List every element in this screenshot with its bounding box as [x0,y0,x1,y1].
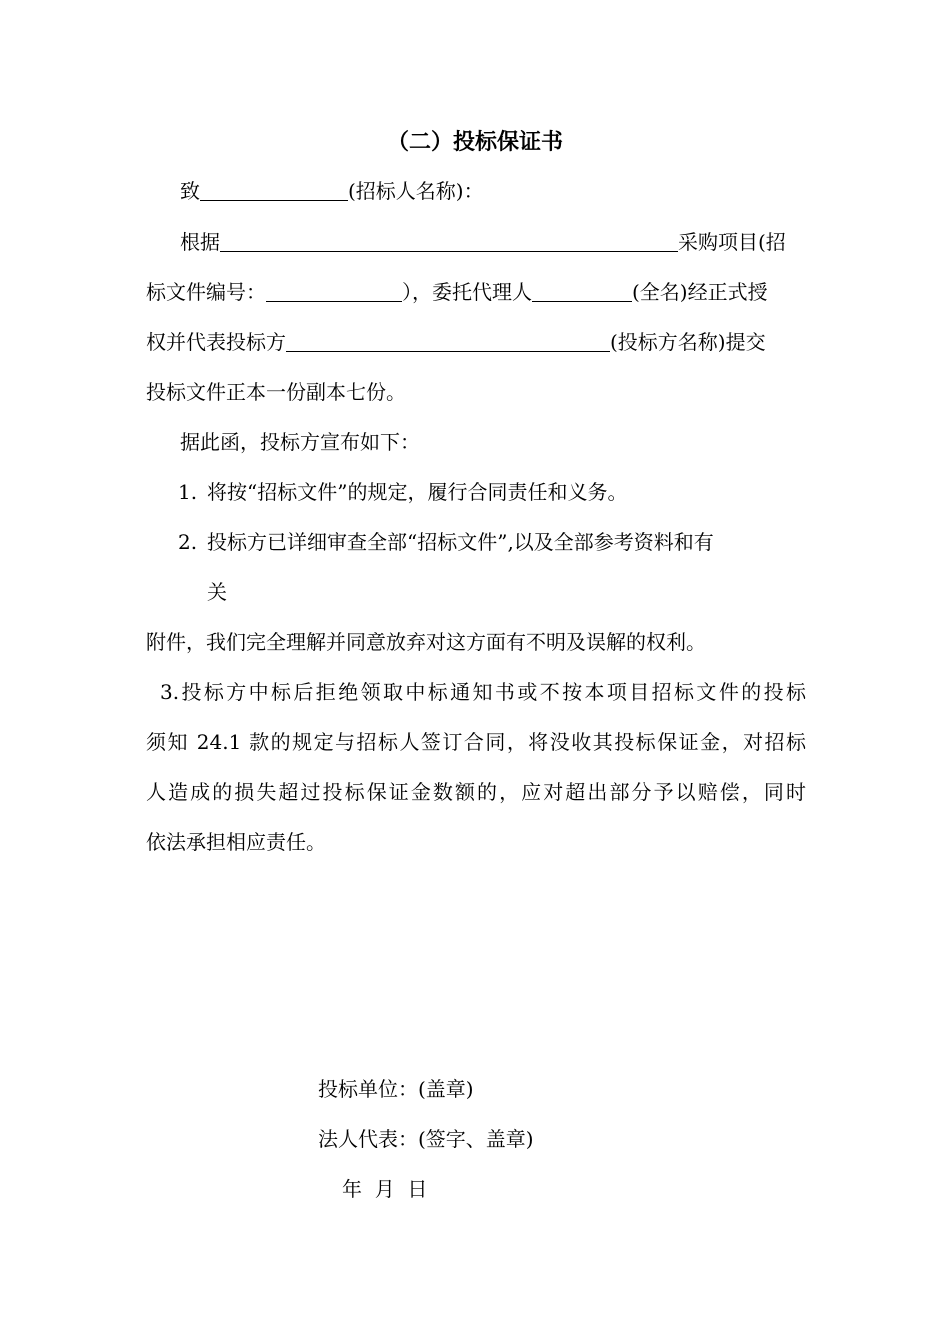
item2-number: 2. [178,530,198,554]
project-blank [220,231,678,252]
signature-unit: 投标单位：(盖章) [318,1077,474,1101]
para1-line4: 投标文件正本一份副本七份。 [146,380,406,404]
para1-line3-a: 权并代表投标方 [146,330,286,354]
item1-number: 1. [178,480,198,504]
para1-line3-b: (投标方名称)提交 [610,330,766,354]
item3-line2: 须知 24.1 款的规定与招标人签订合同，将没收其投标保证金，对招标 [146,730,806,754]
item3-line1: 3.投标方中标后拒绝领取中标通知书或不按本项目招标文件的投标 [160,680,806,704]
para1-line3 [146,328,766,356]
bidder-name-blank [286,331,610,352]
para1-after-blank: 采购项目(招 [678,230,786,254]
para1-line2-c: (全名)经正式授 [632,280,768,304]
salutation-prefix: 致 [180,179,200,203]
para1-line2 [146,278,768,306]
declaration: 据此函，投标方宣布如下： [180,430,420,454]
item2-text: 投标方已详细审查全部“招标文件”,以及全部参考资料和有 [207,530,714,554]
recipient-blank [200,180,348,201]
item1 [178,478,628,506]
item2 [178,528,714,556]
para1-line2-a: 标文件编号： [146,280,266,304]
attach-line: 附件，我们完全理解并同意放弃对这方面有不明及误解的权利。 [146,630,706,654]
page-title: （二）投标保证书 [386,129,563,155]
salutation-suffix: (招标人名称)： [348,179,484,203]
item1-text: 将按“招标文件”的规定，履行合同责任和义务。 [207,480,628,504]
para1-prefix: 根据 [180,230,220,254]
signature-date: 年 月 日 [342,1177,428,1201]
item2-continuation: 关 [207,580,227,604]
doc-number-blank [266,281,402,302]
para1-line1 [180,228,786,256]
para1-line2-b: ），委托代理人 [402,280,532,304]
item3-line3: 人造成的损失超过投标保证金数额的，应对超出部分予以赔偿，同时 [146,780,806,804]
agent-name-blank [532,281,632,302]
salutation [180,177,484,205]
item3-line4: 依法承担相应责任。 [146,830,326,854]
signature-rep: 法人代表：(签字、盖章) [318,1127,534,1151]
